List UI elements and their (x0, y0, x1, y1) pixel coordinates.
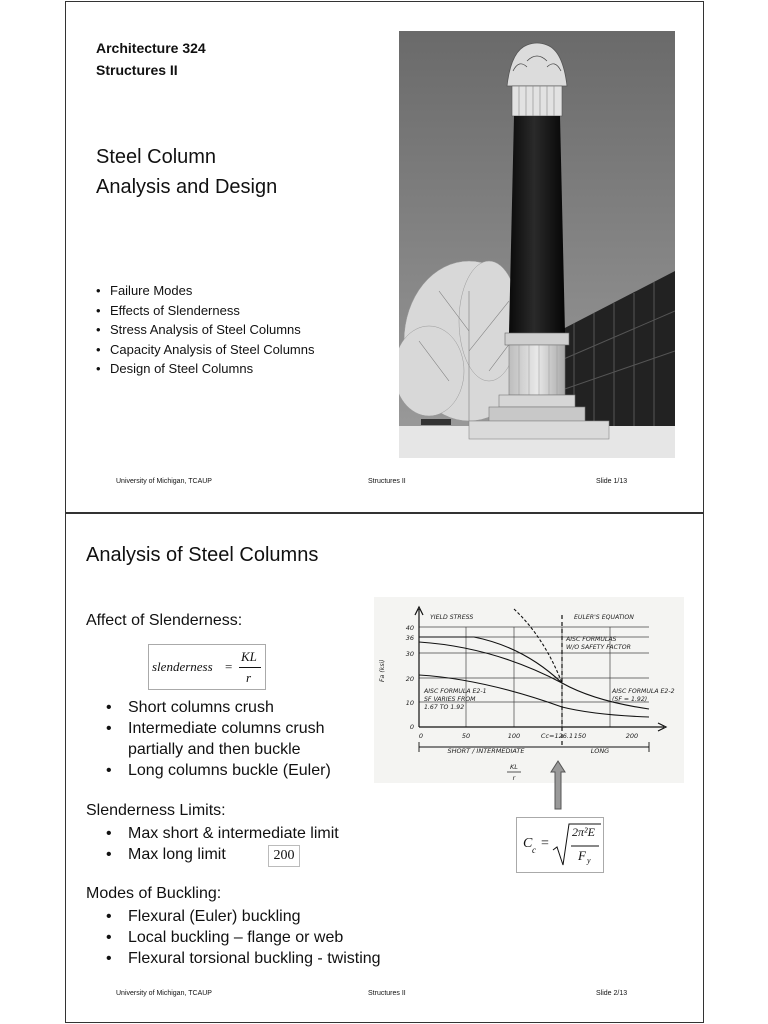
modes-heading: Modes of Buckling: (86, 885, 222, 902)
list-item: • Long columns buckle (Euler) (106, 762, 331, 779)
list-item: • Design of Steel Columns (96, 361, 254, 376)
y-tick: 30 (405, 650, 414, 658)
slide-2 (65, 513, 704, 1023)
slide-title: Analysis of Steel Columns (86, 544, 319, 566)
list-item: • Failure Modes (96, 283, 193, 298)
list-item: • Local buckling – flange or web (106, 929, 344, 946)
svg-text:W/O SAFETY FACTOR: W/O SAFETY FACTOR (566, 644, 631, 651)
limits-list (106, 823, 339, 865)
footer-slide-number: Slide 1/13 (596, 478, 628, 485)
x-tick: 150 (573, 732, 587, 740)
topic-list (96, 281, 314, 379)
euler-label: EULER'S EQUATION (574, 614, 634, 621)
max-long-value: 200 (268, 845, 300, 867)
x-tick: 50 (461, 732, 471, 740)
list-item: • Short columns crush (106, 699, 274, 716)
list-item: • Intermediate columns crush (106, 720, 325, 737)
long-label: LONG (590, 747, 610, 755)
y-tick: 36 (405, 634, 414, 642)
svg-text:AISC FORMULAS: AISC FORMULAS (566, 636, 617, 643)
footer-institution: University of Michigan, TCAUP (116, 990, 212, 997)
short-intermediate-label: SHORT / INTERMEDIATE (447, 747, 525, 755)
slenderness-list (106, 697, 331, 781)
up-arrow-icon (550, 760, 566, 810)
slenderness-heading: Affect of Slenderness: (86, 612, 243, 629)
footer-slide-number: Slide 2/13 (596, 990, 628, 997)
limits-heading: Slenderness Limits: (86, 802, 226, 819)
modes-list (106, 906, 381, 969)
y-tick: 20 (405, 675, 414, 683)
column-curve-diagram (374, 597, 684, 783)
cc-formula: C c = 2π²E F y (516, 817, 604, 873)
x-tick: 200 (625, 732, 639, 740)
slide-title: Steel Column Analysis and Design (96, 146, 278, 198)
list-item: partially and then buckle (128, 741, 301, 758)
fraction-bar (239, 667, 261, 668)
yield-stress-label: YIELD STRESS (430, 614, 474, 621)
svg-text:r: r (512, 774, 516, 782)
list-item: • Capacity Analysis of Steel Columns (96, 341, 315, 357)
list-item: • Effects of Slenderness (96, 302, 240, 318)
x-tick: Cc=126.1 (540, 732, 574, 740)
y-tick: 10 (405, 699, 414, 707)
footer-course: Structures II (368, 990, 406, 997)
y-tick: 0 (409, 723, 414, 731)
slide-1 (65, 1, 704, 513)
course-title: Architecture 324 Structures II (96, 40, 206, 78)
list-item: • Max long limit (106, 846, 226, 863)
list-item: • Max short & intermediate limit (106, 825, 339, 842)
footer-institution: University of Michigan, TCAUP (116, 478, 212, 485)
list-item: • Flexural (Euler) buckling (106, 908, 301, 925)
svg-text:AISC FORMULA E2-1: AISC FORMULA E2-1 (424, 688, 487, 695)
svg-text:AISC FORMULA E2-2: AISC FORMULA E2-2 (612, 688, 675, 695)
footer-course: Structures II (368, 478, 406, 485)
svg-text:KL: KL (510, 763, 518, 771)
y-axis-label: Fa (ksi) (379, 659, 386, 682)
svg-text:1.67 TO 1.92: 1.67 TO 1.92 (424, 704, 465, 711)
svg-text:(SF = 1.92): (SF = 1.92) (612, 696, 648, 703)
column-photo (399, 31, 675, 458)
svg-text:SF VARIES FROM: SF VARIES FROM (424, 696, 476, 703)
slenderness-formula: slenderness = KL r (148, 644, 266, 690)
y-tick: 40 (405, 624, 414, 632)
list-item: • Stress Analysis of Steel Columns (96, 322, 301, 337)
x-tick: 0 (418, 732, 424, 740)
x-tick: 100 (507, 732, 521, 740)
list-item: • Flexural torsional buckling - twisting (106, 950, 381, 967)
